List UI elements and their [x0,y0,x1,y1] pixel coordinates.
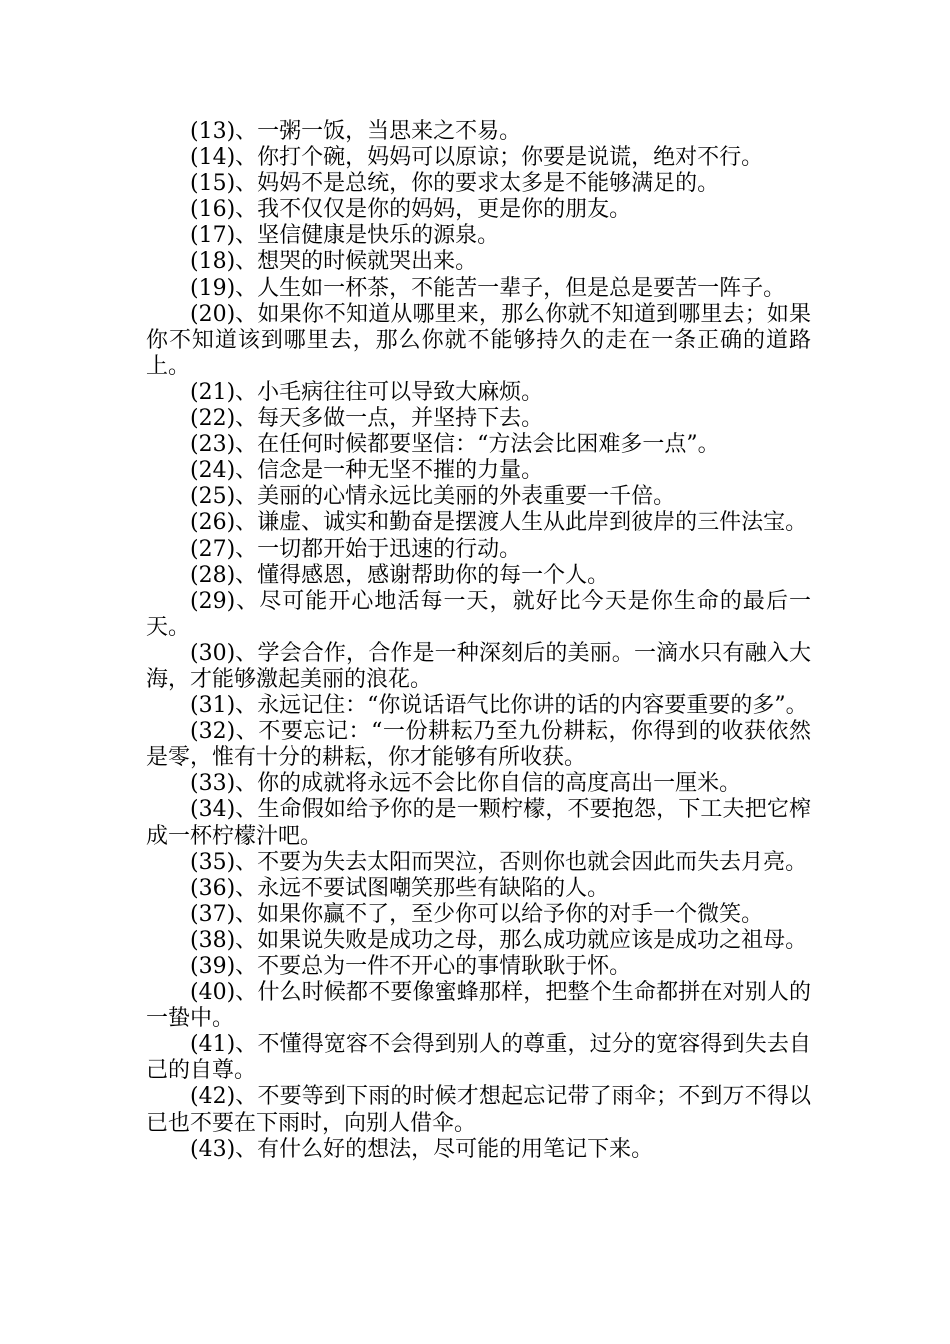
quote-paragraph-36: (36)、永远不要试图嘲笑那些有缺陷的人。 [190,875,610,901]
quote-paragraph-37: (37)、如果你赢不了，至少你可以给予你的对手一个微笑。 [190,901,764,927]
quote-paragraph-18: (18)、想哭的时候就哭出来。 [190,249,478,275]
quote-paragraph-22: (22)、每天多做一点，并坚持下去。 [190,406,544,432]
quote-paragraph-20: (20)、如果你不知道从哪里来，那么你就不知道到哪里去；如果你不知道该到哪里去，那么你就不能够持久的走在一条正确的道路上。 [146,301,811,379]
quote-paragraph-38: (38)、如果说失败是成功之母，那么成功就应该是成功之祖母。 [190,927,808,953]
quote-paragraph-43: (43)、有什么好的想法，尽可能的用笔记下来。 [190,1136,654,1162]
quote-paragraph-31: (31)、永远记住：“你说话语气比你讲的话的内容要重要的多”。 [190,693,808,719]
quote-paragraph-16: (16)、我不仅仅是你的妈妈，更是你的朋友。 [190,197,632,223]
quote-paragraph-24: (24)、信念是一种无坚不摧的力量。 [190,458,544,484]
quote-paragraph-19: (19)、人生如一杯茶，不能苦一辈子，但是总是要苦一阵子。 [190,275,786,301]
quote-paragraph-25: (25)、美丽的心情永远比美丽的外表重要一千倍。 [190,484,676,510]
quote-paragraph-26: (26)、谦虚、诚实和勤奋是摆渡人生从此岸到彼岸的三件法宝。 [190,510,808,536]
quote-paragraph-23: (23)、在任何时候都要坚信：“方法会比困难多一点”。 [190,432,720,458]
quote-paragraph-28: (28)、懂得感恩，感谢帮助你的每一个人。 [190,562,610,588]
quote-paragraph-39: (39)、不要总为一件不开心的事情耿耿于怀。 [190,954,632,979]
quote-paragraph-33: (33)、你的成就将永远不会比你自信的高度高出一厘米。 [190,771,742,797]
quote-paragraph-17: (17)、坚信健康是快乐的源泉。 [190,223,500,249]
quote-paragraph-13: (13)、一粥一饭，当思来之不易。 [190,119,522,144]
quote-paragraph-15: (15)、妈妈不是总统，你的要求太多是不能够满足的。 [190,171,720,197]
quote-paragraph-32: (32)、不要忘记：“一份耕耘乃至九份耕耘，你得到的收获依然是零，惟有十分的耕耘，你才能够有所收获。 [146,719,811,771]
quote-paragraph-34: (34)、生命假如给予你的是一颗柠檬，不要抱怨，下工夫把它榨成一杯柠檬汁吧。 [146,797,811,849]
quote-paragraph-30: (30)、学会合作，合作是一种深刻后的美丽。一滴水只有融入大海，才能够激起美丽的浪花。 [146,640,811,692]
quote-paragraph-14: (14)、你打个碗，妈妈可以原谅；你要是说谎，绝对不行。 [190,145,764,171]
quote-paragraph-41: (41)、不懂得宽容不会得到别人的尊重，过分的宽容得到失去自己的自尊。 [146,1032,811,1084]
document-page [146,119,811,1163]
quote-paragraph-35: (35)、不要为失去太阳而哭泣，否则你也就会因此而失去月亮。 [190,849,808,875]
quote-paragraph-29: (29)、尽可能开心地活每一天，就好比今天是你生命的最后一天。 [146,588,811,640]
quote-paragraph-40: (40)、什么时候都不要像蜜蜂那样，把整个生命都拼在对别人的一蛰中。 [146,980,811,1032]
quote-paragraph-27: (27)、一切都开始于迅速的行动。 [190,536,522,562]
quote-paragraph-21: (21)、小毛病往往可以导致大麻烦。 [190,379,544,405]
quote-paragraph-42: (42)、不要等到下雨的时候才想起忘记带了雨伞；不到万不得以已也不要在下雨时，向别人借伞。 [146,1084,811,1136]
